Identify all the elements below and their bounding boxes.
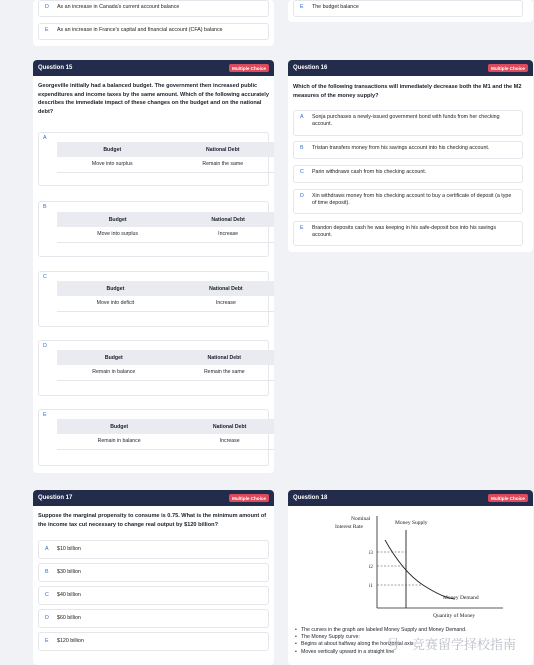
option-text: Sonja purchases a newly-issued government bond with funds from her checking account.	[312, 114, 500, 127]
col-budget: Budget	[57, 142, 168, 157]
col-budget: Budget	[57, 419, 181, 434]
option-c[interactable]	[293, 165, 523, 183]
option-letter: E	[43, 412, 47, 418]
money-demand-curve	[385, 540, 455, 599]
option-table	[57, 212, 274, 243]
debt-cell: Remain the same	[168, 157, 275, 172]
option-a[interactable]	[38, 132, 269, 186]
option-letter: D	[45, 615, 49, 621]
tick-i3: i3	[369, 551, 373, 556]
col-budget: Budget	[57, 350, 171, 365]
option-text: The budget balance	[312, 4, 359, 10]
question-title: Question 17	[38, 495, 73, 501]
description-item: • The Money Supply curve:	[295, 634, 467, 641]
question-header	[33, 490, 274, 506]
col-debt: National Debt	[181, 419, 274, 434]
col-debt: National Debt	[174, 281, 274, 296]
option-e[interactable]	[38, 409, 269, 466]
question-title: Question 15	[38, 65, 73, 71]
prev-question-right-card	[288, 0, 533, 22]
option-d[interactable]	[38, 0, 269, 17]
debt-cell: Increase	[181, 434, 274, 449]
option-text: Parin withdraws cash from his checking account.	[312, 169, 427, 175]
option-letter: B	[43, 204, 47, 210]
debt-cell: Increase	[174, 296, 274, 311]
description-item: • Begins at about halfway along the horizontal axis	[295, 641, 467, 648]
question-text: Georgeville initially had a balanced budget. The government then increased public expenditures and income taxes by the same amount. Which of the following accurately describes the immediate impact of these changes on the budget and on the national debt?	[38, 83, 269, 115]
option-table	[57, 281, 274, 312]
question-text: Suppose the marginal propensity to consume is 0.75. What is the minimum amount of the income tax cut necessary to change real output by $120 billion?	[38, 513, 267, 528]
budget-cell: Move into deficit	[57, 296, 174, 311]
watermark-text: 号 · 竞赛留学择校指南	[386, 638, 516, 653]
question-15-card	[33, 60, 274, 473]
col-debt: National Debt	[171, 350, 274, 365]
col-debt: National Debt	[168, 142, 275, 157]
money-market-graph	[293, 510, 524, 628]
option-letter: C	[45, 592, 49, 598]
col-budget: Budget	[57, 212, 178, 227]
option-letter: A	[45, 546, 49, 552]
option-letter: E	[45, 27, 49, 33]
option-b[interactable]	[293, 141, 523, 159]
option-d[interactable]	[38, 340, 269, 396]
question-title: Question 16	[293, 65, 328, 71]
graph-ylabel-line1: Nominal	[351, 516, 371, 522]
option-letter: D	[45, 4, 49, 10]
description-item: • The curves in the graph are labeled Money Supply and Money Demand.	[295, 627, 467, 634]
col-budget: Budget	[57, 281, 174, 296]
option-letter: A	[43, 135, 47, 141]
option-table	[57, 350, 274, 381]
question-title: Question 18	[293, 495, 328, 501]
budget-cell: Move into surplus	[57, 227, 178, 242]
option-e[interactable]	[293, 221, 523, 246]
tick-i2: i2	[369, 565, 373, 570]
option-e[interactable]	[38, 23, 269, 40]
option-letter: A	[300, 114, 304, 120]
option-text: $40 billion	[57, 592, 81, 598]
option-letter: D	[300, 193, 304, 199]
option-text: $60 billion	[57, 615, 81, 621]
option-e[interactable]	[293, 0, 523, 17]
option-text: Xin withdraws money from his checking account to buy a certificate of deposit (a type of time deposit).	[312, 193, 512, 206]
question-text: Which of the following transactions will immediately decrease both the M1 and the M2 measures of the money supply?	[293, 84, 522, 99]
question-type-badge: Multiple Choice	[229, 64, 269, 72]
option-letter: D	[43, 343, 47, 349]
option-letter: B	[45, 569, 49, 575]
option-a[interactable]	[38, 540, 269, 559]
option-letter: C	[43, 274, 47, 280]
option-b[interactable]	[38, 201, 269, 257]
option-e[interactable]	[38, 632, 269, 651]
option-c[interactable]	[38, 586, 269, 605]
option-letter: E	[300, 225, 304, 231]
option-letter: E	[45, 638, 49, 644]
option-c[interactable]	[38, 271, 269, 327]
col-debt: National Debt	[178, 212, 274, 227]
debt-cell: Remain the same	[171, 365, 274, 380]
question-17-card	[33, 490, 274, 665]
money-supply-label: Money Supply	[395, 520, 428, 526]
option-text: $10 billion	[57, 546, 81, 552]
question-type-badge: Multiple Choice	[229, 494, 269, 502]
graph-ylabel-line2: Interest Rate	[335, 524, 363, 530]
option-text: As an increase in France's capital and financial account (CFA) balance	[57, 27, 223, 33]
option-letter: C	[300, 169, 304, 175]
option-letter: B	[300, 145, 304, 151]
budget-cell: Move into surplus	[57, 157, 168, 172]
budget-cell: Remain in balance	[57, 434, 181, 449]
option-d[interactable]	[38, 609, 269, 628]
option-table	[57, 142, 274, 173]
tick-i1: i1	[369, 584, 373, 589]
option-b[interactable]	[38, 563, 269, 582]
question-header	[288, 60, 533, 76]
option-text: $120 billion	[57, 638, 84, 644]
question-type-badge: Multiple Choice	[488, 494, 528, 502]
budget-cell: Remain in balance	[57, 365, 171, 380]
option-text: Brandon deposits cash he was keeping in his safe-deposit box into his savings account.	[312, 225, 497, 238]
question-header	[33, 60, 274, 76]
description-item: • Moves vertically upward in a straight line	[295, 649, 467, 656]
debt-cell: Increase	[178, 227, 274, 242]
option-table	[57, 419, 274, 450]
money-demand-label: Money Demand	[443, 595, 479, 601]
option-a[interactable]	[293, 110, 523, 136]
prev-question-left-card	[33, 0, 274, 46]
question-16-card	[288, 60, 533, 252]
graph-xlabel: Quantity of Money	[433, 613, 476, 619]
option-d[interactable]	[293, 189, 523, 214]
option-text: $30 billion	[57, 569, 81, 575]
question-header	[288, 490, 533, 506]
option-text: Tristan transfers money from his savings account into his checking account.	[312, 145, 490, 151]
option-text: As an increase in Canada's current account balance	[57, 4, 180, 10]
option-letter: E	[300, 4, 304, 10]
question-type-badge: Multiple Choice	[488, 64, 528, 72]
